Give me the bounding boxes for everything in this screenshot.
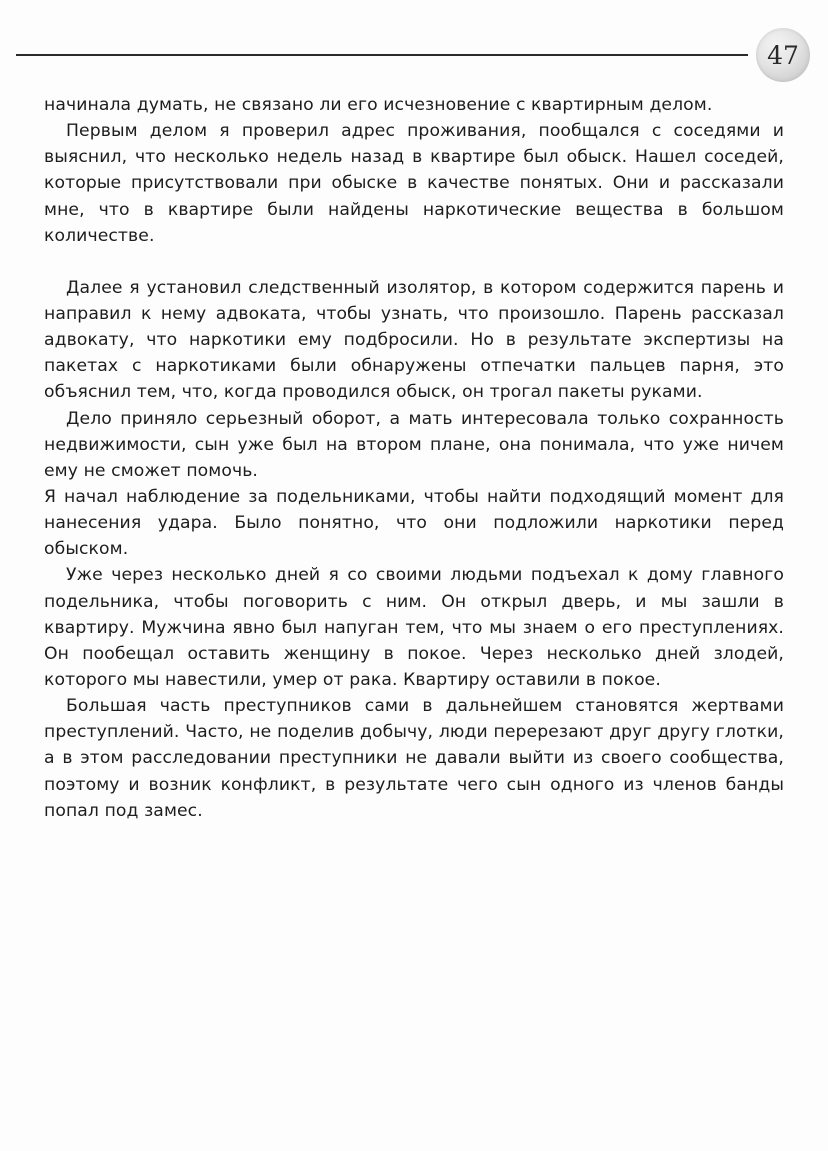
page-number: 47: [767, 40, 799, 70]
paragraph: Первым делом я проверил адрес проживания, пообщался с соседями и выяснил, что несколько недель назад в квартире был обыск. Нашел соседей, которые присутствовали при обыске в качестве понятых. Они и рассказали мне, что в квартире были найдены наркотические вещества в большом количестве.: [44, 121, 784, 246]
page-body: [44, 92, 784, 824]
paragraph: Далее я установил следственный изолятор, в котором содержится парень и направил к нему адвоката, чтобы узнать, что произошло. Парень рассказал адвокату, что наркотики ему подбросили. Но в результате экспертизы на пакетах с наркотиками были обнаружены отпечатки пальцев парня, это объяснил тем, что, когда проводился обыск, он трогал пакеты руками.: [44, 277, 784, 403]
paragraph: начинала думать, не связано ли его исчезновение с квартирным делом.: [44, 95, 713, 115]
header-divider: [16, 54, 748, 56]
paragraph: Дело приняло серьезный оборот, а мать интересовала только сохранность недвижимости, сын уже был на втором плане, она понимала, что уже ничем ему не сможет помочь.: [44, 408, 784, 481]
paragraph: Уже через несколько дней я со своими людьми подъехал к дому главного подельника, чтобы поговорить с ним. Он открыл дверь, и мы зашли в квартиру. Мужчина явно был напуган тем, что мы знаем о его преступлениях. Он пообещал оставить женщину в покое. Через несколько дней злодей, которого мы навестили, умер от рака. Квартиру оставили в покое.: [44, 565, 784, 690]
paragraph: Большая часть преступников сами в дальнейшем становятся жертвами преступлений. Часто, не поделив добычу, люди перерезают друг другу глотки, а в этом расследовании преступники не давали выйти из своего сообщества, поэтому и возник конфликт, в результате чего сын одного из членов банды попал под замес.: [44, 696, 784, 821]
page-number-badge: [756, 28, 810, 82]
page-header: [0, 28, 828, 88]
paragraph: Я начал наблюдение за подельниками, чтобы найти подходящий момент для нанесения удара. Было понятно, что они подложили наркотики перед обыском.: [44, 486, 784, 560]
